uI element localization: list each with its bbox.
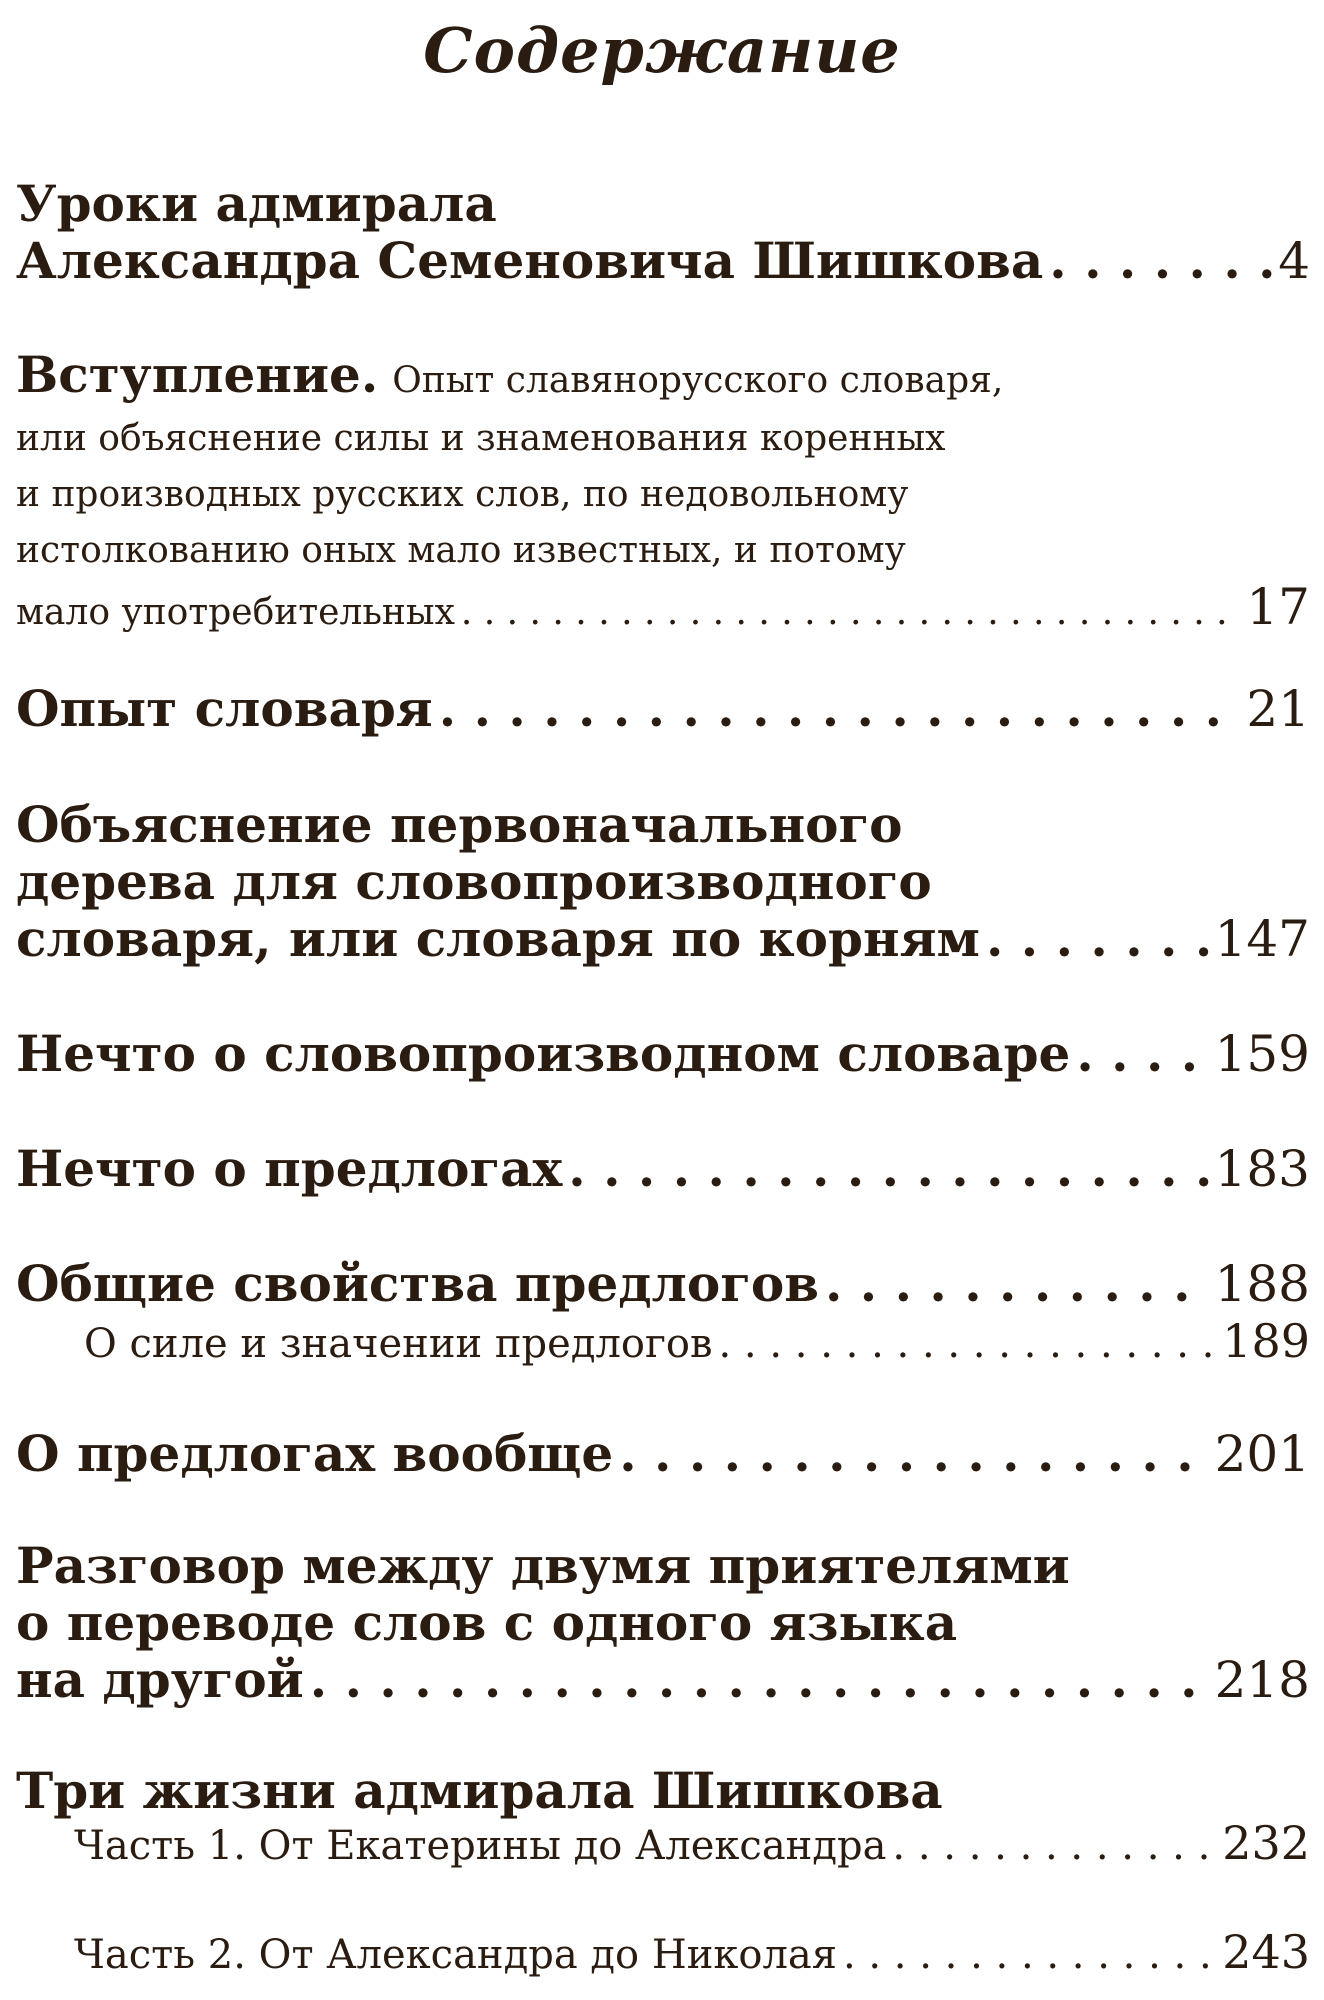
page-number: 21 bbox=[1246, 680, 1310, 738]
page-title: Содержание bbox=[423, 14, 901, 87]
toc-entry-dictionary-attempt[interactable] bbox=[16, 680, 1310, 738]
page-number: 189 bbox=[1222, 1314, 1310, 1368]
dot-leader bbox=[461, 585, 1241, 641]
toc-entry-derivational-dictionary[interactable] bbox=[16, 1025, 1310, 1083]
toc-entry-title-line: дерева для словопроизводного bbox=[16, 852, 932, 911]
page-number: 232 bbox=[1222, 1816, 1310, 1870]
dot-leader bbox=[825, 1255, 1209, 1312]
toc-subentry[interactable] bbox=[16, 1815, 1310, 1874]
toc-entry-text-line: мало употребительных bbox=[16, 592, 455, 633]
toc-entry-title-line: Три жизни адмирала Шишкова bbox=[16, 1761, 943, 1820]
toc-entry-title-line: на другой bbox=[16, 1650, 304, 1709]
page-number: 201 bbox=[1214, 1425, 1310, 1483]
dot-leader bbox=[986, 910, 1209, 967]
dot-leader bbox=[439, 680, 1241, 737]
toc-subentry[interactable] bbox=[16, 1924, 1310, 1983]
dot-leader bbox=[310, 1651, 1209, 1708]
page-number: 159 bbox=[1214, 1025, 1310, 1083]
toc-entry-conversation[interactable] bbox=[16, 1537, 1310, 1709]
toc-entry-title-line: о переводе слов с одного языка bbox=[16, 1593, 958, 1652]
toc-entry-title-line: Нечто о предлогах bbox=[16, 1139, 563, 1198]
toc-entry-text-line: истолкованию оных мало известных, и потому bbox=[16, 530, 906, 571]
toc-entry-title-line: Опыт словаря bbox=[16, 679, 433, 738]
toc-entry-lessons[interactable] bbox=[16, 175, 1310, 290]
toc-entry-prepositions[interactable] bbox=[16, 1140, 1310, 1198]
dot-leader bbox=[1076, 1025, 1208, 1082]
toc-entry-prepositions-general[interactable] bbox=[16, 1425, 1310, 1483]
toc-entry-three-lives[interactable] bbox=[16, 1762, 1310, 1983]
page-number: 17 bbox=[1246, 578, 1310, 636]
toc-subentry-title: Часть 2. От Александра до Николая bbox=[74, 1932, 837, 1978]
toc-subentry-title: О силе и значении предлогов bbox=[84, 1321, 713, 1367]
toc-entry-text-line: и производных русских слов, по недовольному bbox=[16, 474, 909, 515]
page-number: 183 bbox=[1214, 1140, 1310, 1198]
toc-entry-title-line: Общие свойства предлогов bbox=[16, 1254, 819, 1313]
toc-subentry[interactable] bbox=[16, 1313, 1310, 1372]
dot-leader bbox=[892, 1818, 1216, 1874]
toc-entry-introduction[interactable] bbox=[16, 345, 1310, 641]
toc-entry-title-line: Уроки адмирала bbox=[16, 174, 497, 233]
dot-leader bbox=[719, 1316, 1217, 1372]
dot-leader bbox=[619, 1425, 1208, 1482]
page-number: 188 bbox=[1214, 1255, 1310, 1313]
toc-entry-text-line: Опыт славянорусского словаря, bbox=[392, 360, 1004, 401]
toc-entry-lead: Вступление. bbox=[16, 345, 379, 404]
dot-leader bbox=[568, 1140, 1208, 1197]
page-number: 218 bbox=[1214, 1651, 1310, 1709]
page-number: 4 bbox=[1278, 232, 1310, 290]
toc-entry-text-line: или объяснение силы и знаменования коренных bbox=[16, 418, 946, 459]
toc-entry-title-line: словаря, или словаря по корням bbox=[16, 909, 980, 968]
toc-subentry-title: Часть 1. От Екатерины до Александра bbox=[74, 1823, 887, 1869]
page-number: 243 bbox=[1222, 1925, 1310, 1979]
toc-entry-explanation-tree[interactable] bbox=[16, 796, 1310, 968]
toc-entry-preposition-properties[interactable] bbox=[16, 1255, 1310, 1372]
toc-entry-title-line: Александра Семеновича Шишкова bbox=[16, 231, 1044, 290]
toc-entry-title-line: Разговор между двумя приятелями bbox=[16, 1536, 1070, 1595]
page-number: 147 bbox=[1214, 910, 1310, 968]
dot-leader bbox=[1049, 232, 1272, 289]
toc-entry-title-line: Объяснение первоначального bbox=[16, 795, 903, 854]
dot-leader bbox=[843, 1927, 1216, 1983]
toc-entry-title-line: О предлогах вообще bbox=[16, 1424, 614, 1483]
toc-entry-title-line: Нечто о словопроизводном словаре bbox=[16, 1024, 1071, 1083]
